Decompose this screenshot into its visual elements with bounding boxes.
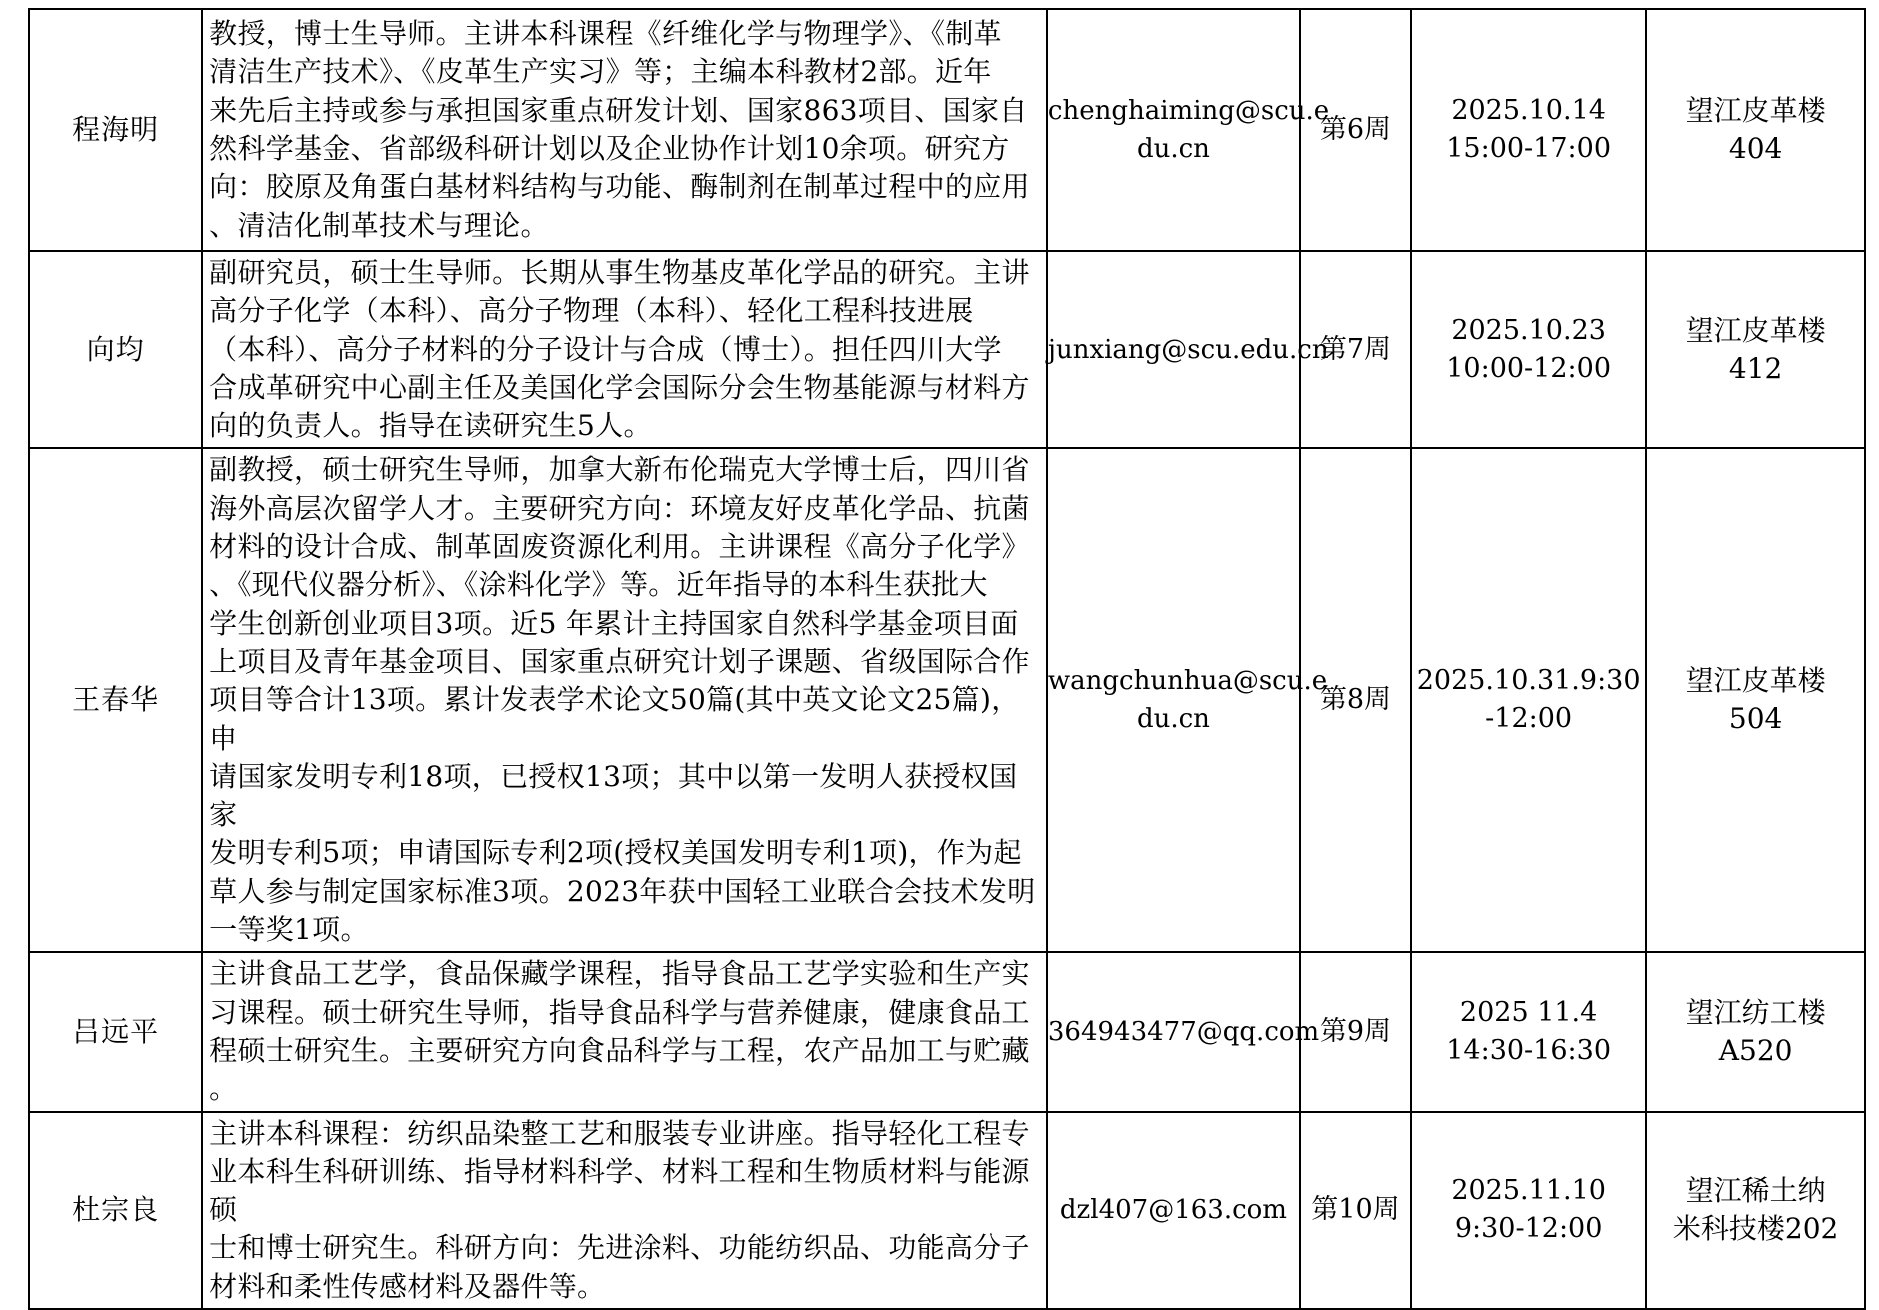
text-line: 程硕士研究生。主要研究方向食品科学与工程，农产品加工与贮藏 <box>209 1033 1030 1067</box>
text-line: （本科）、高分子材料的分子设计与合成（博士）。担任四川大学 <box>209 332 1002 366</box>
teacher-email <box>1047 9 1330 251</box>
lecture-location <box>1646 251 1865 448</box>
text-line: du.cn <box>1136 704 1210 735</box>
text-line: 望江皮革楼 <box>1685 313 1826 347</box>
text-line: 材料的设计合成、制革固废资源化利用。主讲课程《高分子化学》 <box>209 530 1030 564</box>
lecture-week: 第7周 <box>1300 251 1411 448</box>
text-line: 合成革研究中心副主任及美国化学会国际分会生物基能源与材料方 <box>209 370 1030 404</box>
text-line: 404 <box>1728 132 1783 165</box>
teacher-email <box>1047 1112 1300 1309</box>
text-line: 。 <box>209 1072 238 1106</box>
lecture-time <box>1411 952 1646 1111</box>
text-line: 项目等合计13项。累计发表学术论文50篇(其中英文论文25篇)，申 <box>209 683 1020 755</box>
text-line: 504 <box>1728 702 1783 736</box>
lecture-time <box>1411 9 1646 251</box>
text-line: 上项目及青年基金项目、国家重点研究计划子课题、省级国际合作 <box>209 644 1030 678</box>
text-line: wangchunhua@scu.e <box>1047 666 1328 697</box>
table-row <box>29 9 1865 251</box>
text-line: 15:00-17:00 <box>1446 133 1611 164</box>
lecture-location <box>1646 9 1865 251</box>
text-line: 请国家发明专利18项，已授权13项；其中以第一发明人获授权国家 <box>209 759 1018 832</box>
lecture-time <box>1411 1112 1646 1309</box>
text-line: 海外高层次留学人才。主要研究方向：环境友好皮革化学品、抗菌 <box>209 491 1030 525</box>
text-line: 2025.11.10 <box>1451 1175 1606 1207</box>
text-line: 望江皮革楼 <box>1685 94 1826 127</box>
teacher-email <box>1047 952 1320 1111</box>
teacher-description <box>202 251 1047 448</box>
text-line: 主讲食品工艺学，食品保藏学课程，指导食品工艺学实验和生产实 <box>209 957 1030 991</box>
text-line: 2025.10.14 <box>1451 95 1606 126</box>
teacher-email <box>1047 448 1328 952</box>
text-line: 主讲本科课程：纺织品染整工艺和服装专业讲座。指导轻化工程专 <box>209 1116 1030 1150</box>
text-line: 士和博士研究生。科研方向：先进涂料、功能纺织品、功能高分子 <box>209 1231 1030 1265</box>
text-line: -12:00 <box>1485 703 1573 735</box>
text-line: 2025.10.31.9:30 <box>1416 665 1641 697</box>
lecture-week: 第9周 <box>1300 952 1411 1111</box>
text-line: 2025.10.23 <box>1451 314 1606 346</box>
teacher-description <box>202 448 1047 952</box>
teacher-name: 吕远平 <box>29 952 202 1111</box>
text-line: 教授，博士生导师。主讲本科课程《纤维化学与物理学》、《制革 <box>209 17 1002 51</box>
text-line: 学生创新创业项目3项。近5 年累计主持国家自然科学基金项目面 <box>209 606 1019 640</box>
text-line: 向：胶原及角蛋白基材料结构与功能、酶制剂在制革过程中的应用 <box>209 170 1030 204</box>
text-line: 2025 11.4 <box>1459 996 1598 1028</box>
lecture-time <box>1411 448 1646 952</box>
teacher-description <box>202 9 1047 251</box>
text-line: 望江皮革楼 <box>1685 664 1826 698</box>
teacher-name: 王春华 <box>29 448 202 952</box>
text-line: 清洁生产技术》、《皮革生产实习》等；主编本科教材2部。近年 <box>209 55 992 89</box>
text-line: A520 <box>1718 1033 1793 1067</box>
text-line: 习课程。硕士研究生导师，指导食品科学与营养健康，健康食品工 <box>209 995 1030 1029</box>
text-line: chenghaiming@scu.e <box>1047 96 1330 126</box>
text-line: 、《现代仪器分析》、《涂料化学》等。近年指导的本科生获批大 <box>209 568 988 602</box>
lecture-week: 第6周 <box>1300 9 1411 251</box>
lecture-time <box>1411 251 1646 448</box>
lecture-location <box>1646 448 1865 952</box>
text-line: 向的负责人。指导在读研究生5人。 <box>209 409 652 443</box>
text-line: 副教授，硕士研究生导师，加拿大新布伦瑞克大学博士后，四川省 <box>209 453 1030 487</box>
lecture-week: 第10周 <box>1300 1112 1411 1309</box>
text-line: junxiang@scu.edu.cn <box>1047 334 1329 365</box>
text-line: 364943477@qq.com <box>1047 1016 1320 1047</box>
teacher-description <box>202 952 1047 1111</box>
text-line: 发明专利5项；申请国际专利2项(授权美国发明专利1项)，作为起 <box>209 836 1022 870</box>
lecture-week: 第8周 <box>1300 448 1411 952</box>
teacher-description <box>202 1112 1047 1309</box>
text-line: 412 <box>1728 351 1783 385</box>
teacher-name: 杜宗良 <box>29 1112 202 1309</box>
text-line: 望江稀土纳 <box>1685 1174 1826 1208</box>
table-row <box>29 1112 1865 1309</box>
lecture-location <box>1646 952 1865 1111</box>
text-line: 业本科生科研训练、指导材料科学、材料工程和生物质材料与能源硕 <box>209 1154 1030 1227</box>
text-line: 米科技楼202 <box>1672 1212 1839 1246</box>
text-line: 、清洁化制革技术与理论。 <box>209 208 549 242</box>
text-line: 高分子化学（本科）、高分子物理（本科）、轻化工程科技进展 <box>209 294 974 328</box>
text-line: 材料和柔性传感材料及器件等。 <box>209 1269 606 1303</box>
table-row <box>29 952 1865 1111</box>
table-body <box>29 9 1865 1309</box>
table-row <box>29 251 1865 448</box>
teacher-email <box>1047 251 1329 448</box>
text-line: du.cn <box>1136 134 1210 164</box>
table-row <box>29 448 1865 952</box>
text-line: 一等奖1项。 <box>209 913 369 947</box>
text-line: 9:30-12:00 <box>1454 1213 1603 1245</box>
text-line: 草人参与制定国家标准3项。2023年获中国轻工业联合会技术发明 <box>209 874 1036 908</box>
lecture-schedule-table <box>28 8 1866 1310</box>
text-line: 来先后主持或参与承担国家重点研发计划、国家863项目、国家自 <box>209 93 1028 127</box>
text-line: 副研究员，硕士生导师。长期从事生物基皮革化学品的研究。主讲 <box>209 256 1030 289</box>
text-line: 14:30-16:30 <box>1446 1034 1611 1066</box>
text-line: 望江纺工楼 <box>1685 995 1826 1029</box>
text-line: 然科学基金、省部级科研计划以及企业协作计划10余项。研究方 <box>209 132 1010 165</box>
text-line: dzl407@163.com <box>1059 1195 1287 1226</box>
text-line: 10:00-12:00 <box>1446 352 1611 384</box>
teacher-name: 程海明 <box>29 9 202 251</box>
teacher-name: 向均 <box>29 251 202 448</box>
lecture-location <box>1646 1112 1865 1309</box>
